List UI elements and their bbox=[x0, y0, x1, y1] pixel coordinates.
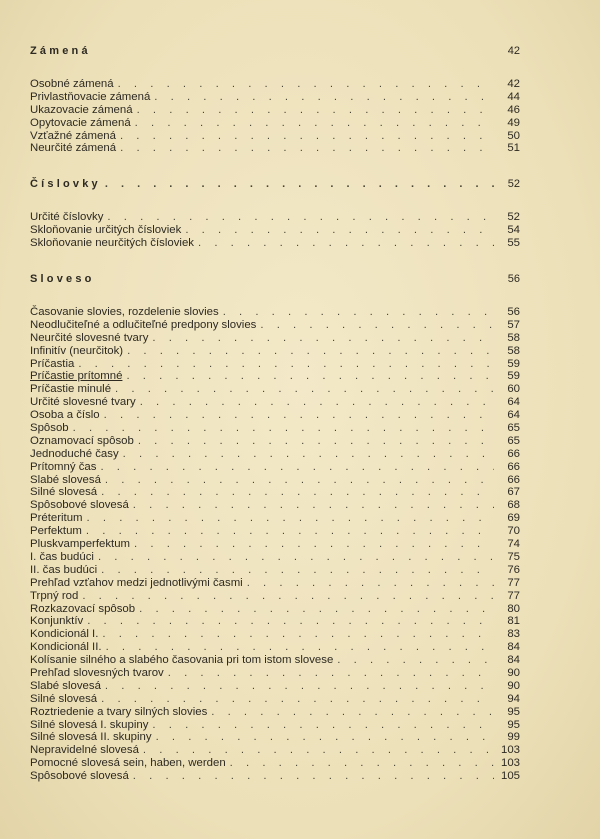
entry-title: Skloňovanie určitých čísloviek bbox=[30, 224, 182, 237]
section-heading-zamena bbox=[30, 44, 520, 58]
dot-leader bbox=[105, 474, 494, 487]
entry-title: Oznamovací spôsob bbox=[30, 434, 134, 447]
page-number: 76 bbox=[507, 563, 520, 576]
toc-entry bbox=[30, 306, 520, 319]
page-number: 83 bbox=[507, 628, 520, 641]
entry-title: Osoba a číslo bbox=[30, 409, 100, 422]
toc-entry bbox=[30, 474, 520, 487]
page-number: 66 bbox=[507, 447, 520, 460]
entry-title: Spôsobové slovesá bbox=[30, 499, 129, 512]
dot-leader bbox=[135, 117, 494, 130]
page-number: 65 bbox=[507, 422, 520, 435]
page-number: 95 bbox=[507, 705, 520, 718]
page-number: 84 bbox=[507, 654, 520, 667]
dot-leader bbox=[137, 104, 494, 117]
dot-leader bbox=[87, 615, 494, 628]
table-of-contents bbox=[30, 44, 520, 783]
toc-entry bbox=[30, 706, 520, 719]
entry-title: Prehľad slovesných tvarov bbox=[30, 666, 164, 679]
toc-entry bbox=[30, 603, 520, 616]
entry-title: Préteritum bbox=[30, 512, 83, 525]
dot-leader bbox=[73, 422, 494, 435]
entry-title: Spôsob bbox=[30, 422, 69, 435]
entry-title: Kolísanie silného a slabého časovania pri tom istom slovese bbox=[30, 654, 334, 667]
page-number: 50 bbox=[507, 129, 520, 142]
page-number: 70 bbox=[507, 525, 520, 538]
entry-title: Príčastie prítomné bbox=[30, 370, 123, 383]
page-number: 58 bbox=[507, 331, 520, 344]
dot-leader bbox=[106, 641, 494, 654]
toc-entry bbox=[30, 538, 520, 551]
toc-entry bbox=[30, 564, 520, 577]
dot-leader bbox=[120, 142, 494, 155]
page-number: 66 bbox=[507, 473, 520, 486]
dot-leader bbox=[133, 770, 494, 783]
toc-entry bbox=[30, 744, 520, 757]
entry-title: Vzťažné zámená bbox=[30, 129, 116, 142]
entry-title: Roztriedenie a tvary silných slovies bbox=[30, 705, 208, 718]
page-number: 84 bbox=[507, 641, 520, 654]
dot-leader bbox=[152, 332, 494, 345]
dot-leader bbox=[260, 319, 494, 332]
toc-entry bbox=[30, 211, 520, 224]
spacer bbox=[30, 155, 520, 177]
toc-entry bbox=[30, 142, 520, 155]
page-number: 51 bbox=[507, 142, 520, 155]
page-number: 68 bbox=[507, 499, 520, 512]
page-number: 80 bbox=[507, 602, 520, 615]
entry-title: Časovanie slovies, rozdelenie slovies bbox=[30, 306, 219, 319]
dot-leader bbox=[126, 370, 494, 383]
toc-entry bbox=[30, 332, 520, 345]
dot-leader bbox=[140, 396, 494, 409]
toc-entry bbox=[30, 757, 520, 770]
page-number: 56 bbox=[507, 306, 520, 319]
toc-entry bbox=[30, 130, 520, 143]
entry-title: Perfektum bbox=[30, 525, 82, 538]
toc-entry bbox=[30, 237, 520, 250]
page-number: 60 bbox=[507, 383, 520, 396]
dot-leader bbox=[230, 757, 494, 770]
page-number: 77 bbox=[507, 589, 520, 602]
spacer bbox=[30, 250, 520, 272]
page-number: 74 bbox=[507, 538, 520, 551]
toc-entry bbox=[30, 409, 520, 422]
dot-leader bbox=[138, 435, 494, 448]
toc-entry bbox=[30, 117, 520, 130]
page-number: 52 bbox=[507, 178, 520, 191]
spacer bbox=[30, 191, 520, 211]
entry-title: Konjunktív bbox=[30, 615, 84, 628]
entry-title: Príčastia bbox=[30, 357, 75, 370]
page-number: 64 bbox=[507, 396, 520, 409]
toc-entry bbox=[30, 641, 520, 654]
page-number: 46 bbox=[507, 103, 520, 116]
dot-leader bbox=[86, 525, 494, 538]
section-title: Číslovky bbox=[30, 178, 101, 191]
dot-leader bbox=[123, 448, 494, 461]
dot-leader bbox=[115, 383, 494, 396]
toc-entry bbox=[30, 590, 520, 603]
toc-entry bbox=[30, 525, 520, 538]
dot-leader bbox=[107, 211, 494, 224]
entry-title: Privlastňovacie zámená bbox=[30, 90, 151, 103]
dot-leader bbox=[223, 306, 494, 319]
page-number: 59 bbox=[507, 357, 520, 370]
toc-entry bbox=[30, 319, 520, 332]
toc-entry bbox=[30, 486, 520, 499]
entry-title: Určité číslovky bbox=[30, 211, 104, 224]
dot-leader bbox=[105, 680, 494, 693]
dot-leader bbox=[337, 654, 494, 667]
entry-title: Neurčité zámená bbox=[30, 142, 117, 155]
toc-entry bbox=[30, 383, 520, 396]
toc-entry bbox=[30, 435, 520, 448]
toc-entry bbox=[30, 628, 520, 641]
dot-leader bbox=[101, 486, 494, 499]
toc-entry bbox=[30, 551, 520, 564]
dot-leader bbox=[154, 91, 494, 104]
entry-title: Pomocné slovesá sein, haben, werden bbox=[30, 757, 226, 770]
page-number: 105 bbox=[500, 770, 520, 783]
page-number: 103 bbox=[500, 744, 520, 757]
toc-entry bbox=[30, 719, 520, 732]
entry-title: Kondicionál I. bbox=[30, 628, 99, 641]
page-number: 67 bbox=[507, 486, 520, 499]
toc-entry bbox=[30, 499, 520, 512]
entry-title: Prítomný čas bbox=[30, 460, 97, 473]
dot-leader bbox=[82, 590, 494, 603]
dot-leader bbox=[104, 409, 494, 422]
toc-entry bbox=[30, 224, 520, 237]
dot-leader bbox=[133, 499, 494, 512]
page-number: 42 bbox=[507, 78, 520, 90]
dot-leader bbox=[101, 693, 494, 706]
page-number: 103 bbox=[500, 757, 520, 770]
dot-leader bbox=[247, 577, 494, 590]
toc-entry bbox=[30, 78, 520, 91]
page-number: 90 bbox=[507, 666, 520, 679]
toc-entry bbox=[30, 577, 520, 590]
dot-leader bbox=[100, 461, 494, 474]
toc-entry bbox=[30, 461, 520, 474]
dot-leader bbox=[105, 177, 494, 191]
dot-leader bbox=[101, 564, 494, 577]
dot-leader bbox=[198, 237, 494, 250]
entry-title: Príčastie minulé bbox=[30, 383, 112, 396]
page-number: 65 bbox=[507, 434, 520, 447]
entry-title: I. čas budúci bbox=[30, 550, 94, 563]
page-number: 55 bbox=[507, 237, 520, 250]
dot-leader bbox=[156, 731, 494, 744]
dot-leader bbox=[127, 345, 494, 358]
entry-title: Nepravidelné slovesá bbox=[30, 744, 139, 757]
dot-leader bbox=[78, 358, 494, 371]
toc-entry bbox=[30, 422, 520, 435]
toc-entry bbox=[30, 104, 520, 117]
page-number: 69 bbox=[507, 512, 520, 525]
toc-entry bbox=[30, 731, 520, 744]
dot-leader bbox=[152, 719, 494, 732]
toc-entry bbox=[30, 396, 520, 409]
spacer bbox=[30, 58, 520, 78]
page-number: 56 bbox=[507, 273, 520, 286]
page-number: 95 bbox=[507, 718, 520, 731]
entry-title: Pluskvamperfektum bbox=[30, 538, 131, 551]
page-number: 77 bbox=[507, 576, 520, 589]
entry-title: Osobné zámená bbox=[30, 78, 114, 90]
page-number: 54 bbox=[507, 224, 520, 237]
toc-entry bbox=[30, 91, 520, 104]
page-number: 99 bbox=[507, 731, 520, 744]
toc-entry bbox=[30, 654, 520, 667]
section-title: Zámená bbox=[30, 45, 91, 57]
entry-title: Trpný rod bbox=[30, 589, 79, 602]
entry-title: Neodlučiteľné a odlučiteľné predpony slovies bbox=[30, 318, 257, 331]
page-number: 52 bbox=[507, 211, 520, 224]
page-number: 49 bbox=[507, 116, 520, 129]
dot-leader bbox=[185, 224, 494, 237]
dot-leader bbox=[102, 628, 494, 641]
toc-entry bbox=[30, 448, 520, 461]
entry-title: Spôsobové slovesá bbox=[30, 770, 129, 783]
page-number: 66 bbox=[507, 460, 520, 473]
page-number: 90 bbox=[507, 679, 520, 692]
toc-entry bbox=[30, 770, 520, 783]
dot-leader bbox=[211, 706, 494, 719]
page-number: 44 bbox=[507, 90, 520, 103]
dot-leader bbox=[87, 512, 494, 525]
entry-title: Neurčité slovesné tvary bbox=[30, 331, 149, 344]
page-number: 57 bbox=[507, 318, 520, 331]
page-number: 64 bbox=[507, 409, 520, 422]
dot-leader bbox=[143, 744, 494, 757]
toc-entry bbox=[30, 615, 520, 628]
page-number: 94 bbox=[507, 692, 520, 705]
entry-title: Silné slovesá I. skupiny bbox=[30, 718, 149, 731]
page-number: 59 bbox=[507, 370, 520, 383]
toc-entry bbox=[30, 693, 520, 706]
toc-entry bbox=[30, 370, 520, 383]
toc-entry bbox=[30, 667, 520, 680]
entry-title: Silné slovesá II. skupiny bbox=[30, 731, 152, 744]
entry-title: Kondicionál II. bbox=[30, 641, 102, 654]
toc-entry bbox=[30, 680, 520, 693]
page-number: 81 bbox=[507, 615, 520, 628]
section-title: Sloveso bbox=[30, 273, 95, 286]
page-number: 42 bbox=[507, 45, 520, 57]
entry-title: Rozkazovací spôsob bbox=[30, 602, 136, 615]
entry-title: Ukazovacie zámená bbox=[30, 103, 133, 116]
toc-entry bbox=[30, 512, 520, 525]
dot-leader bbox=[120, 130, 494, 143]
entry-title: Slabé slovesá bbox=[30, 679, 101, 692]
section-heading-sloveso bbox=[30, 272, 520, 286]
entry-title: Prehľad vzťahov medzi jednotlivými časmi bbox=[30, 576, 243, 589]
section-heading-cislovky bbox=[30, 177, 520, 191]
entry-title: Silné slovesá bbox=[30, 692, 98, 705]
dot-leader bbox=[168, 667, 494, 680]
page-number: 58 bbox=[507, 344, 520, 357]
spacer bbox=[30, 286, 520, 306]
page-number: 75 bbox=[507, 550, 520, 563]
toc-entry bbox=[30, 358, 520, 371]
dot-leader bbox=[98, 551, 494, 564]
entry-title: Silné slovesá bbox=[30, 486, 98, 499]
entry-title: II. čas budúci bbox=[30, 563, 98, 576]
entry-title: Slabé slovesá bbox=[30, 473, 101, 486]
entry-title: Určité slovesné tvary bbox=[30, 396, 136, 409]
entry-title: Opytovacie zámená bbox=[30, 116, 131, 129]
dot-leader bbox=[118, 78, 494, 91]
entry-title: Infinitív (neurčitok) bbox=[30, 344, 124, 357]
toc-entry bbox=[30, 345, 520, 358]
dot-leader bbox=[139, 603, 494, 616]
dot-leader bbox=[134, 538, 494, 551]
entry-title: Jednoduché časy bbox=[30, 447, 119, 460]
entry-title: Skloňovanie neurčitých čísloviek bbox=[30, 237, 194, 250]
